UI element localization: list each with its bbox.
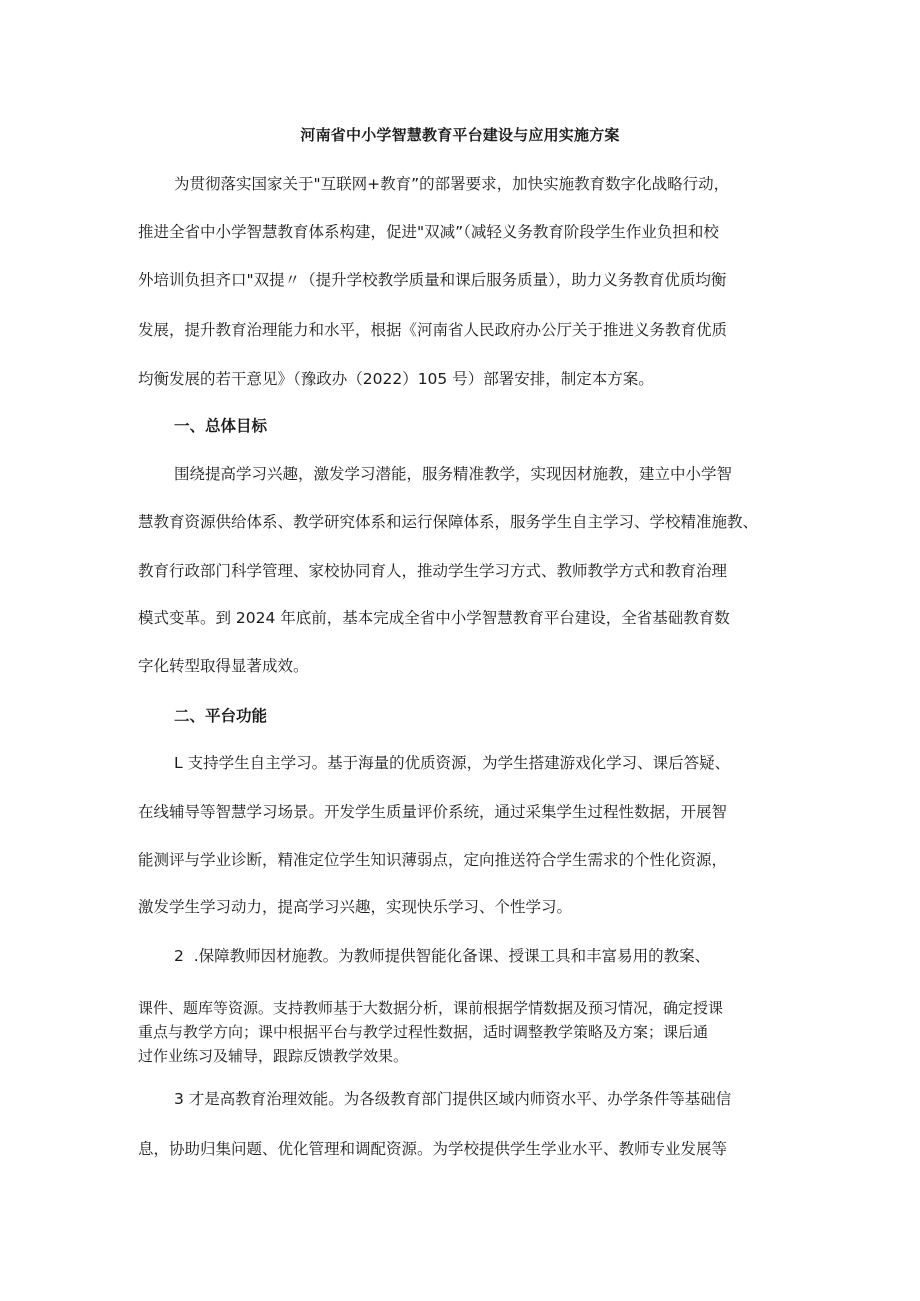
intro-line: 为贯彻落实国家关于"互联网+教育”的部署要求，加快实施教育数字化战略行动，	[174, 175, 730, 193]
body-line: 围绕提高学习兴趣，激发学习潜能，服务精准教学，实现因材施教，建立中小学智	[174, 465, 733, 483]
intro-line: 外培训负担齐口"双提〃（提升学校教学质量和课后服务质量），助力义务教育优质均衡	[138, 271, 727, 289]
body-line: 重点与教学方向；课中根据平台与教学过程性数据，适时调整教学策略及方案；课后通	[138, 1023, 709, 1041]
body-line: 激发学生学习动力，提高学习兴趣，实现快乐学习、个性学习。	[138, 898, 573, 916]
body-line: L 支持学生自主学习。基于海量的优质资源，为学生搭建游戏化学习、课后答疑、	[174, 754, 731, 772]
intro-line: 均衡发展的若干意见》（豫政办（2022）105 号）部署安排，制定本方案。	[138, 370, 654, 388]
section-heading: 一、总体目标	[174, 417, 268, 435]
body-line: 慧教育资源供给体系、教学研究体系和运行保障体系，服务学生自主学习、学校精准施教、	[138, 513, 759, 531]
intro-line: 推进全省中小学智慧教育体系构建，促进"双减”（减轻义务教育阶段学生作业负担和校	[138, 223, 719, 241]
body-line: 模式变革。到 2024 年底前，基本完成全省中小学智慧教育平台建设，全省基础教育数	[138, 609, 730, 627]
document-title: 河南省中小学智慧教育平台建设与应用实施方案	[300, 126, 620, 144]
intro-line: 发展，提升教育治理能力和水平，根据《河南省人民政府办公厅关于推进义务教育优质	[138, 321, 728, 339]
body-line: 3 才是高教育治理效能。为各级教育部门提供区域内师资水平、办学条件等基础信	[174, 1090, 732, 1108]
body-line: 在线辅导等智慧学习场景。开发学生质量评价系统，通过采集学生过程性数据，开展智	[138, 803, 728, 821]
body-line: 过作业练习及辅导，跟踪反馈教学效果。	[138, 1047, 409, 1065]
body-line: 能测评与学业诊断，精准定位学生知识薄弱点，定向推送符合学生需求的个性化资源，	[138, 851, 728, 869]
body-line: 2 .保障教师因材施教。为教师提供智能化备课、授课工具和丰富易用的教案、	[174, 947, 711, 965]
body-line: 教育行政部门科学管理、家校协同育人，推动学生学习方式、教师教学方式和教育治理	[138, 562, 728, 580]
body-line: 课件、题库等资源。支持教师基于大数据分析，课前根据学情数据及预习情况，确定授课	[138, 999, 724, 1017]
body-line: 息，协助归集问题、优化管理和调配资源。为学校提供学生学业水平、教师专业发展等	[138, 1140, 728, 1158]
section-heading: 二、平台功能	[174, 707, 268, 725]
body-line: 字化转型取得显著成效。	[138, 657, 309, 675]
